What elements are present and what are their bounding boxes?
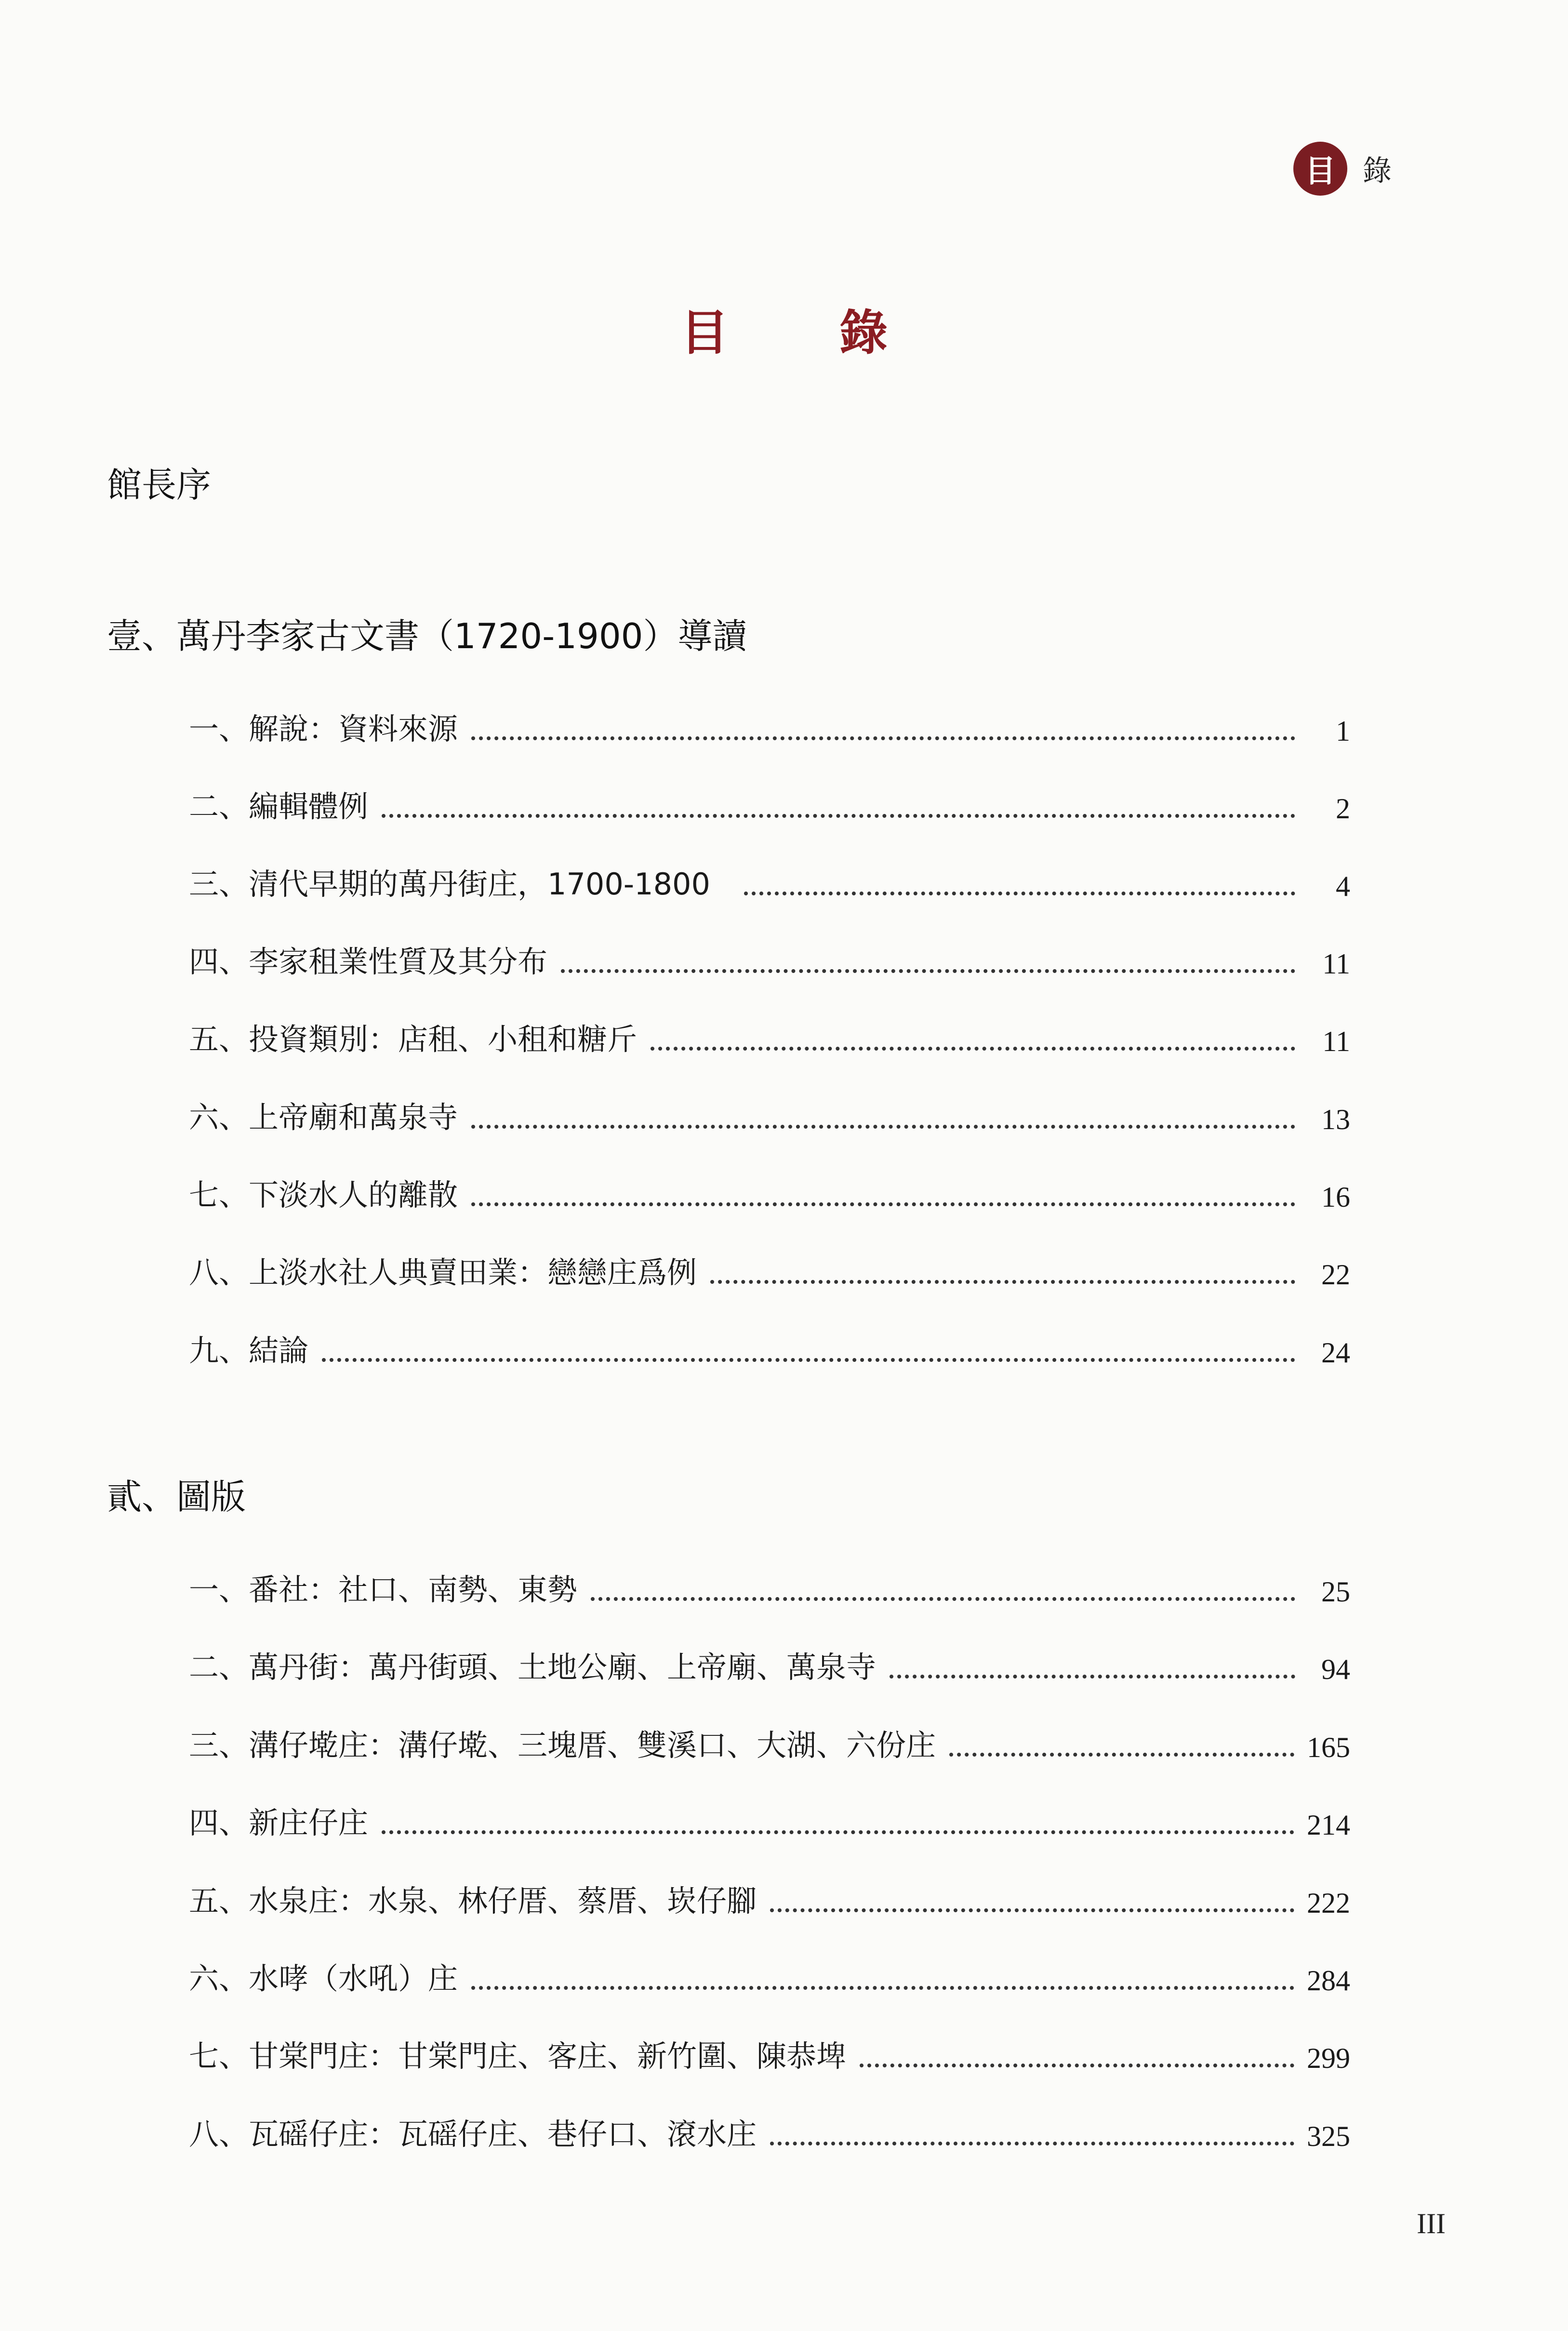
toc-entry[interactable] (189, 937, 1350, 981)
toc-entry[interactable] (189, 1248, 1350, 1292)
toc-entry[interactable] (189, 1326, 1350, 1370)
toc-entry[interactable] (189, 1798, 1350, 1842)
dot-leader (744, 892, 1295, 895)
toc-entry-label: 五、水泉庄：水泉、林仔厝、蔡厝、崁仔腳 (189, 1883, 757, 1918)
toc-entry-label: 二、編輯體例 (189, 789, 369, 824)
toc-entry[interactable] (189, 1954, 1350, 1998)
dot-leader (770, 2142, 1294, 2145)
toc-entry-page: 1 (1336, 715, 1350, 747)
toc-entry-page: 222 (1307, 1887, 1350, 1919)
toc-entry-label: 一、解說：資料來源 (189, 711, 458, 746)
toc-entry-page: 2 (1336, 793, 1350, 825)
toc-entry-page: 165 (1307, 1732, 1350, 1763)
toc-entry-page: 325 (1307, 2120, 1350, 2152)
dot-leader (471, 1202, 1295, 1206)
toc-entry[interactable] (189, 782, 1350, 826)
dot-leader (561, 969, 1295, 973)
page-title (0, 294, 1568, 363)
toc-entry-label: 三、清代早期的萬丹街庄，1700-1800 (189, 866, 710, 902)
dot-leader (770, 1908, 1294, 1912)
toc-entry-label: 八、瓦磘仔庄：瓦磘仔庄、巷仔口、滾水庄 (189, 2117, 757, 2152)
toc-entry-page: 22 (1321, 1259, 1350, 1291)
toc-entry-page: 24 (1321, 1337, 1350, 1369)
toc-entry[interactable] (189, 1877, 1350, 1920)
section-heading-preface: 館長序 (107, 465, 212, 505)
toc-entry[interactable] (189, 1643, 1350, 1686)
toc-entry-label: 七、甘棠門庄：甘棠門庄、客庄、新竹圍、陳恭埤 (189, 2038, 847, 2074)
toc-entry-label: 五、投資類別：店租、小租和糖斤 (189, 1022, 638, 1057)
dot-leader (591, 1597, 1295, 1601)
toc-entry-page: 13 (1321, 1104, 1350, 1135)
section-heading-part-1: 壹、萬丹李家古文書（1720-1900）導讀 (107, 616, 747, 656)
toc-entry-page: 11 (1322, 1026, 1350, 1057)
dot-leader (471, 736, 1295, 740)
toc-entry-label: 六、上帝廟和萬泉寺 (189, 1100, 458, 1135)
toc-entry-page: 214 (1307, 1809, 1350, 1841)
page-title-char-2: 錄 (839, 305, 888, 361)
toc-entry-page: 94 (1321, 1653, 1350, 1685)
dot-leader (322, 1358, 1295, 1362)
toc-entry-label: 八、上淡水社人典賣田業：戀戀庄爲例 (189, 1255, 697, 1290)
toc-entry-label: 九、結論 (189, 1333, 309, 1368)
toc-entry-page: 284 (1307, 1965, 1350, 1997)
toc-entry[interactable] (189, 1015, 1350, 1058)
dot-leader (949, 1753, 1294, 1757)
dot-leader (382, 1830, 1294, 1834)
dot-leader (651, 1047, 1295, 1051)
toc-entry[interactable] (189, 1171, 1350, 1214)
toc-entry-page: 16 (1321, 1181, 1350, 1213)
toc-entry-page: 299 (1307, 2042, 1350, 2074)
dot-leader (382, 814, 1295, 818)
toc-entry[interactable] (189, 860, 1350, 903)
toc-entry[interactable] (189, 1093, 1350, 1136)
dot-leader (471, 1125, 1295, 1129)
running-header (1293, 142, 1392, 196)
toc-entry-label: 二、萬丹街：萬丹街頭、土地公廟、上帝廟、萬泉寺 (189, 1650, 877, 1685)
dot-leader (860, 2064, 1294, 2067)
toc-entry-label: 四、李家租業性質及其分布 (189, 944, 548, 979)
dot-leader (710, 1280, 1295, 1284)
toc-entry[interactable] (189, 2110, 1350, 2153)
toc-entry-label: 三、溝仔墘庄：溝仔墘、三塊厝、雙溪口、大湖、六份庄 (189, 1728, 936, 1763)
toc-entry-label: 七、下淡水人的離散 (189, 1177, 458, 1212)
toc-entry-page: 11 (1322, 948, 1350, 980)
toc-entry-label: 一、番社：社口、南勢、東勢 (189, 1572, 578, 1607)
dot-leader (471, 1986, 1294, 1990)
toc-entry[interactable] (189, 1565, 1350, 1609)
toc-entry[interactable] (189, 1721, 1350, 1764)
toc-entry-label: 四、新庄仔庄 (189, 1805, 369, 1840)
toc-entry[interactable] (189, 705, 1350, 748)
header-badge: 目 (1293, 142, 1347, 196)
header-text: 錄 (1363, 154, 1392, 188)
dot-leader (890, 1675, 1295, 1678)
page-folio: III (1417, 2208, 1446, 2239)
toc-entry-page: 4 (1336, 870, 1350, 902)
toc-entry-page: 25 (1321, 1576, 1350, 1608)
toc-entry-label: 六、水哮（水吼）庄 (189, 1961, 458, 1996)
section-heading-part-2: 貳、圖版 (107, 1477, 246, 1517)
page-title-char-1: 目 (680, 305, 729, 361)
toc-entry[interactable] (189, 2032, 1350, 2075)
